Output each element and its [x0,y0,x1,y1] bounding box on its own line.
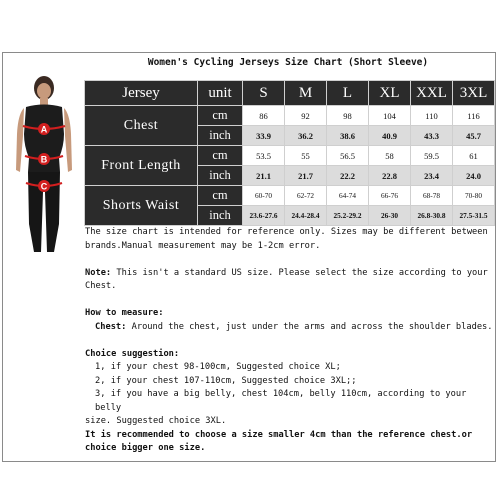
table-cell: 23.4 [411,166,453,186]
header-size-s: S [243,81,285,106]
suggestion-2: 2, if your chest 107-110cm, Suggested choice 3XL;; [95,375,357,386]
suggestion-1: 1, if your chest 98-100cm, Suggested choice XL; [95,362,341,372]
table-cell: 45.7 [453,126,495,146]
table-cell: 61 [453,146,495,166]
header-jersey: Jersey [85,81,198,106]
note-text: This isn't a standard US size. Please select the size according to your Chest. [85,267,488,291]
table-cell: 53.5 [243,146,285,166]
chest-measure-line [85,321,493,335]
table-cell: 58 [369,146,411,166]
table-cell: 62-72 [285,186,327,206]
header-unit: unit [198,81,243,106]
row-label-chest: Chest [85,106,198,146]
table-cell: 110 [411,106,453,126]
table-cell: 25.2-29.2 [327,206,369,226]
table-cell: 66-76 [369,186,411,206]
header-size-l: L [327,81,369,106]
table-cell: 104 [369,106,411,126]
table-cell: 23.6-27.6 [243,206,285,226]
table-cell: 33.9 [243,126,285,146]
suggestion-3-cont: size. Suggested choice 3XL. [85,416,227,426]
unit-inch: inch [198,166,243,186]
table-cell: 116 [453,106,495,126]
table-cell: 70-80 [453,186,495,206]
table-row [85,146,495,166]
size-notes [85,226,493,456]
size-table [84,80,495,226]
table-cell: 24.0 [453,166,495,186]
intro-note: The size chart is intended for reference only. Sizes may be different between brands.Manual measurement may be 1-2cm error. [85,227,488,251]
table-cell: 38.6 [327,126,369,146]
table-cell: 27.5-31.5 [453,206,495,226]
row-label-shorts-waist: Shorts Waist [85,186,198,226]
svg-text:B: B [40,154,48,165]
table-header-row [85,81,495,106]
unit-cm: cm [198,186,243,206]
chart-title: Women's Cycling Jerseys Size Chart (Short Sleeve) [147,57,429,68]
chest-text: Around the chest, just under the arms and across the shoulder blades. [126,321,493,332]
table-cell: 36.2 [285,126,327,146]
unit-inch: inch [198,126,243,146]
chest-label: Chest: [95,321,127,332]
table-cell: 21.7 [285,166,327,186]
table-cell: 26.8-30.8 [411,206,453,226]
table-cell: 56.5 [327,146,369,166]
how-to-measure-heading: How to measure: [85,308,164,318]
unit-cm: cm [198,106,243,126]
note-label: Note: [85,267,112,278]
table-cell: 21.1 [243,166,285,186]
table-cell: 64-74 [327,186,369,206]
choice-suggestion-heading: Choice suggestion: [85,348,180,359]
table-cell: 22.8 [369,166,411,186]
suggestion-3: 3, if you have a big belly, chest 104cm, belly 110cm, according to your belly [95,389,467,413]
unit-inch: inch [198,206,243,226]
header-size-xl: XL [369,81,411,106]
table-cell: 98 [327,106,369,126]
table-cell: 92 [285,106,327,126]
marker-b [38,153,50,165]
marker-c [38,180,50,192]
header-size-m: M [285,81,327,106]
row-label-front-length: Front Length [85,146,198,186]
header-size-3xl: 3XL [453,81,495,106]
table-cell: 43.3 [411,126,453,146]
marker-a [38,123,50,135]
table-cell: 68-78 [411,186,453,206]
final-recommendation: It is recommended to choose a size smaller 4cm than the reference chest.or choice bigger one size. [85,429,473,453]
model-figure [4,74,82,254]
note-line [85,267,493,294]
svg-text:A: A [40,124,48,135]
header-size-xxl: XXL [411,81,453,106]
table-cell: 40.9 [369,126,411,146]
table-cell: 86 [243,106,285,126]
svg-text:C: C [40,181,48,192]
unit-cm: cm [198,146,243,166]
table-cell: 22.2 [327,166,369,186]
table-cell: 60-70 [243,186,285,206]
table-cell: 59.5 [411,146,453,166]
table-cell: 24.4-28.4 [285,206,327,226]
table-cell: 55 [285,146,327,166]
table-row [85,186,495,206]
table-cell: 26-30 [369,206,411,226]
table-row [85,106,495,126]
